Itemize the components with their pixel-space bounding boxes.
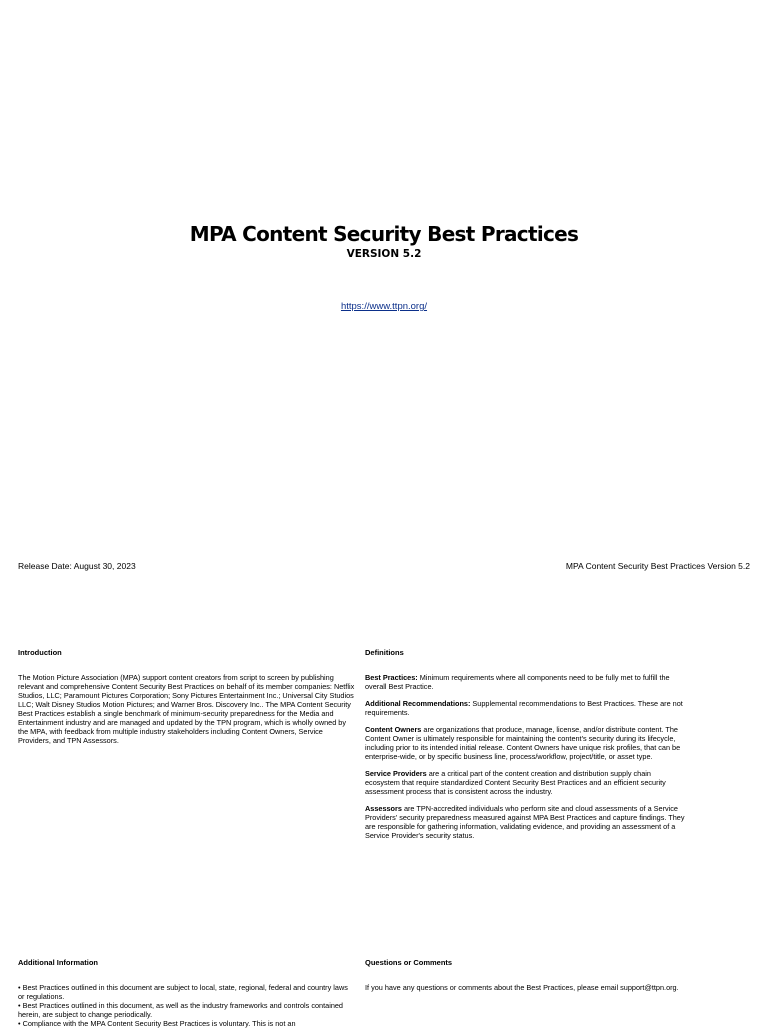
definition-text: are a critical part of the content creation and distribution supply chain ecosystem that require standardized Content Security Best Practices and an efficient security assessment process that is consistent across the industry. [365,769,666,796]
release-date: Release Date: August 30, 2023 [18,561,136,571]
additional-information-heading: Additional Information [18,958,98,967]
website-url [0,301,768,313]
definition-term: Additional Recommendations: [365,699,471,708]
introduction-heading: Introduction [18,648,62,657]
document-title: MPA Content Security Best Practices [189,222,579,246]
document-version: VERSION 5.2 [346,248,422,260]
definition-term: Assessors [365,804,402,813]
additional-information-bullet: • Best Practices outlined in this document are subject to local, state, regional, federal and country laws or regulations. [18,983,348,1001]
additional-information-bullet: • Compliance with the MPA Content Security Best Practices is voluntary. This is not an [18,1019,296,1028]
definition-assessors [365,804,687,840]
definitions-heading: Definitions [365,648,404,657]
introduction-text: The Motion Picture Association (MPA) support content creators from script to screen by publishing relevant and comprehensive Content Security Best Practices on behalf of its member companies: Netflix Studios, LLC; Paramount Pictures Corporation; Sony Pictures Entertainment Inc.; Universal City Studios LLC; Walt Disney Studios Motion Pictures; and Warner Bros. Discovery Inc.. The MPA Content Security Best Practices establish a single benchmark of minimum-security preparedness for the Media and Entertainment industry and are managed and updated by the TPN program, which is wholly owned by the MPA, with feedback from multiple industry stakeholders including Content Owners, Service Providers, and TPN Assessors. [18,673,355,745]
definition-content-owners [365,725,687,761]
definition-term: Content Owners [365,725,422,734]
definition-additional-recommendations [365,699,687,717]
definition-best-practices [365,673,687,691]
questions-heading: Questions or Comments [365,958,453,967]
definition-text: are organizations that produce, manage, license, and/or distribute content. The Content Owner is ultimately responsible for maintaining the content's security during its lifecycle, including prior to its intended initial release. Content Owners have unique risk profiles, that can be enterprise-wide, or by specific business line, process/workflow, project/title, or asset type. [365,725,681,761]
additional-information-section [18,958,356,1028]
definition-term: Best Practices: [365,673,418,682]
definition-text: Supplemental recommendations to Best Practices. These are not requirements. [365,699,683,717]
questions-text: If you have any questions or comments about the Best Practices, please email support@ttpn.org. [365,983,679,992]
definitions-section [365,648,687,848]
introduction-section [18,648,356,753]
additional-information-bullet: • Best Practices outlined in this document, as well as the industry frameworks and controls contained herein, are subject to change periodically. [18,1001,343,1019]
footer-document-name: MPA Content Security Best Practices Version 5.2 [565,561,750,571]
questions-section [365,958,687,1000]
definition-text: Minimum requirements where all components need to be fully met to fulfill the overall Best Practice. [365,673,670,691]
definition-text: are TPN-accredited individuals who perform site and cloud assessments of a Service Providers' security preparedness measured against MPA Best Practices and capture findings. They are responsible for gathering information, validating evidence, and providing an assessment of a Service Provider's security status. [365,804,685,840]
website-link[interactable]: https://www.ttpn.org/ [340,301,428,312]
definition-service-providers [365,769,687,796]
definition-term: Service Providers [365,769,427,778]
